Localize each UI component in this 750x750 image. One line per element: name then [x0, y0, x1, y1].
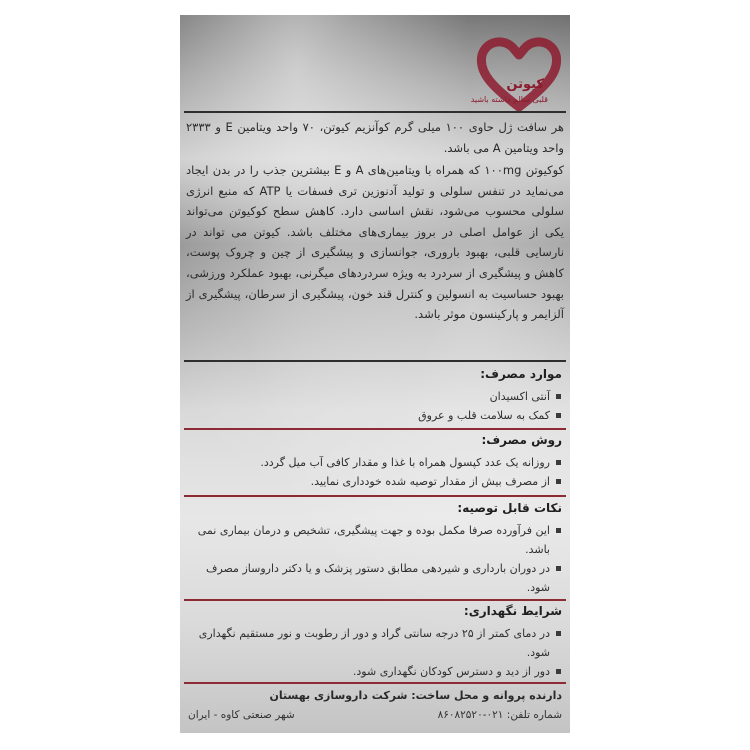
intro-paragraph-2: کوکیوتن ۱۰۰mg که همراه با ویتامین‌های A و E بیشترین جذب را در بدن ایجاد می‌نماید در تنفس سلولی و تولید آدنوزین تری فسفات یا ATP که منبع انرژی سلولی محسوب می‌شود، نقش اساسی دارد. کاهش سطح کوکیوتن می‌تواند یکی از عوامل اصلی در بروز بیماری‌های مختلف باشد. کیوتن می تواند در نارسایی قلبی، بهبود باروری، جوانسازی و پیشگیری از چین و چروک پوست، کاهش و پیشگیری از سردرد به ویژه سردردهای میگرنی، بهبود عملکرد ورزشی، بهبود حساسیت به انسولین و کنترل قند خون، پیشگیری از سرطان، پیشگیری از آلزایمر و پارکینسون موثر باشد. [186, 163, 565, 322]
list-item: از مصرف بیش از مقدار توصیه شده خودداری نمایید. [188, 472, 562, 491]
notes-list [188, 521, 562, 597]
phone-number: شماره تلفن: ۰۲۱-۸۶۰۸۲۵۲۰ [437, 709, 562, 721]
section-divider [184, 360, 566, 362]
section-divider [184, 428, 566, 430]
list-item: دور از دید و دسترس کودکان نگهداری شود. [188, 662, 562, 681]
storage-heading: شرایط نگهداری: [463, 604, 562, 618]
list-item: این فرآورده صرفا مکمل بوده و جهت پیشگیری، تشخیص و درمان بیماری نمی باشد. [188, 521, 562, 559]
dosage-heading: روش مصرف: [481, 433, 562, 447]
list-item: در دوران بارداری و شیردهی مطابق دستور پزشک و یا دکتر داروساز مصرف شود. [188, 559, 562, 597]
brand-tagline: قلبی سالم داشته باشید [470, 95, 548, 104]
list-item: کمک به سلامت قلب و عروق [188, 406, 562, 425]
storage-list [188, 624, 562, 681]
manufacturer-line: دارنده پروانه و محل ساخت: شرکت داروسازی بهستان [269, 689, 562, 702]
brand-name: کیوتن [506, 77, 544, 92]
dosage-list [188, 453, 562, 491]
section-divider [184, 682, 566, 684]
contact-line [188, 709, 562, 721]
section-divider [184, 495, 566, 497]
uses-heading: موارد مصرف: [480, 367, 562, 381]
header-divider [184, 111, 566, 113]
intro-paragraph-1: هر سافت ژل حاوی ۱۰۰ میلی گرم کوآنزیم کیوتن، ۷۰ واحد ویتامین E و ۲۳۳۳ واحد ویتامین A می باشد. [186, 120, 564, 155]
product-leaflet [180, 15, 570, 733]
section-divider [184, 599, 566, 601]
address: شهر صنعتی کاوه - ایران [188, 709, 295, 721]
list-item: روزانه یک عدد کپسول همراه با غذا و مقدار کافی آب میل گردد. [188, 453, 562, 472]
list-item: در دمای کمتر از ۲۵ درجه سانتی گراد و دور از رطوبت و نور مستقیم نگهداری شود. [188, 624, 562, 662]
list-item: آنتی اکسیدان [188, 387, 562, 406]
uses-list [188, 387, 562, 425]
notes-heading: نکات قابل توصیه: [457, 501, 562, 515]
